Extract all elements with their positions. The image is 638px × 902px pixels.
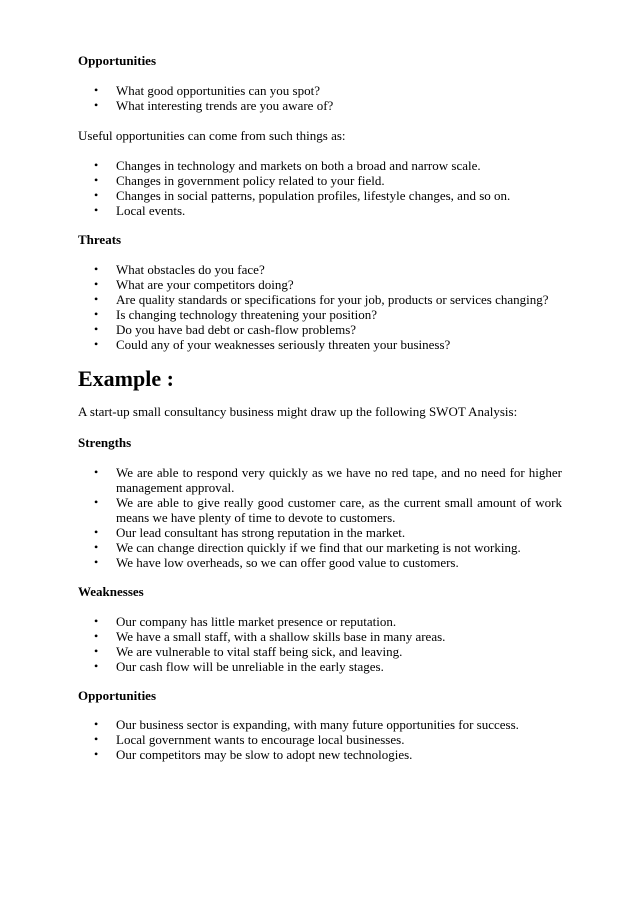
bullet-icon: • <box>94 173 99 187</box>
list-item: • Our business sector is expanding, with many future opportunities for success. <box>94 717 519 732</box>
bullet-icon: • <box>94 158 99 172</box>
list-item: • Do you have bad debt or cash-flow problems? <box>94 322 357 337</box>
bullet-icon: • <box>94 322 99 336</box>
list-item: • What are your competitors doing? <box>94 277 294 292</box>
bullet-icon: • <box>94 495 99 509</box>
list-item: • Local events. <box>94 203 186 218</box>
list-item: • We are able to give really good customer care, as the current small amount of work means we have plenty of time to devote to customers. <box>94 495 562 525</box>
list-item: • Our lead consultant has strong reputation in the market. <box>94 525 406 540</box>
list-item: • Could any of your weaknesses seriously threaten your business? <box>94 337 451 352</box>
list-item: • Our competitors may be slow to adopt new technologies. <box>94 747 413 762</box>
bullet-icon: • <box>94 83 99 97</box>
list-item: • What good opportunities can you spot? <box>94 83 320 98</box>
list-item: • Changes in government policy related to your field. <box>94 173 385 188</box>
example-intro: A start-up small consultancy business might draw up the following SWOT Analysis: <box>78 404 518 419</box>
bullet-icon: • <box>94 659 99 673</box>
bullet-icon: • <box>94 292 99 306</box>
bullet-icon: • <box>94 465 99 479</box>
bullet-icon: • <box>94 307 99 321</box>
list-item: • Local government wants to encourage local businesses. <box>94 732 405 747</box>
bullet-icon: • <box>94 717 99 731</box>
heading-strengths: Strengths <box>78 435 132 450</box>
bullet-icon: • <box>94 98 99 112</box>
bullet-icon: • <box>94 629 99 643</box>
bullet-icon: • <box>94 203 99 217</box>
bullet-icon: • <box>94 188 99 202</box>
list-item: • We are able to respond very quickly as we have no red tape, and no need for higher management approval. <box>94 465 562 495</box>
list-item: • Is changing technology threatening your position? <box>94 307 378 322</box>
heading-opportunities: Opportunities <box>78 53 157 68</box>
useful-intro: Useful opportunities can come from such things as: <box>78 128 346 143</box>
list-weaknesses <box>78 614 562 674</box>
list-item: • Changes in social patterns, population profiles, lifestyle changes, and so on. <box>94 188 511 203</box>
list-item: • Changes in technology and markets on both a broad and narrow scale. <box>94 158 481 173</box>
heading-example: Example : <box>78 366 174 391</box>
list-threats <box>78 262 562 352</box>
list-item: • Our company has little market presence or reputation. <box>94 614 397 629</box>
bullet-icon: • <box>94 262 99 276</box>
list-item: • Are quality standards or specifications for your job, products or services changing? <box>94 292 549 307</box>
bullet-icon: • <box>94 525 99 539</box>
heading-threats: Threats <box>78 232 122 247</box>
list-item: • What interesting trends are you aware of? <box>94 98 334 113</box>
list-item: • We have low overheads, so we can offer good value to customers. <box>94 555 459 570</box>
heading-opportunities-example: Opportunities <box>78 688 157 703</box>
bullet-icon: • <box>94 644 99 658</box>
list-item: • What obstacles do you face? <box>94 262 265 277</box>
list-strengths <box>78 465 562 570</box>
list-item: • Our cash flow will be unreliable in the early stages. <box>94 659 384 674</box>
bullet-icon: • <box>94 732 99 746</box>
bullet-icon: • <box>94 540 99 554</box>
bullet-icon: • <box>94 337 99 351</box>
list-item: • We have a small staff, with a shallow skills base in many areas. <box>94 629 446 644</box>
bullet-icon: • <box>94 277 99 291</box>
list-opportunities-questions <box>78 83 562 113</box>
bullet-icon: • <box>94 747 99 761</box>
list-item: • We can change direction quickly if we find that our marketing is not working. <box>94 540 521 555</box>
bullet-icon: • <box>94 555 99 569</box>
bullet-icon: • <box>94 614 99 628</box>
list-opportunities-example <box>78 717 562 762</box>
heading-weaknesses: Weaknesses <box>78 584 144 599</box>
list-useful-opportunities <box>78 158 562 218</box>
list-item: • We are vulnerable to vital staff being sick, and leaving. <box>94 644 403 659</box>
